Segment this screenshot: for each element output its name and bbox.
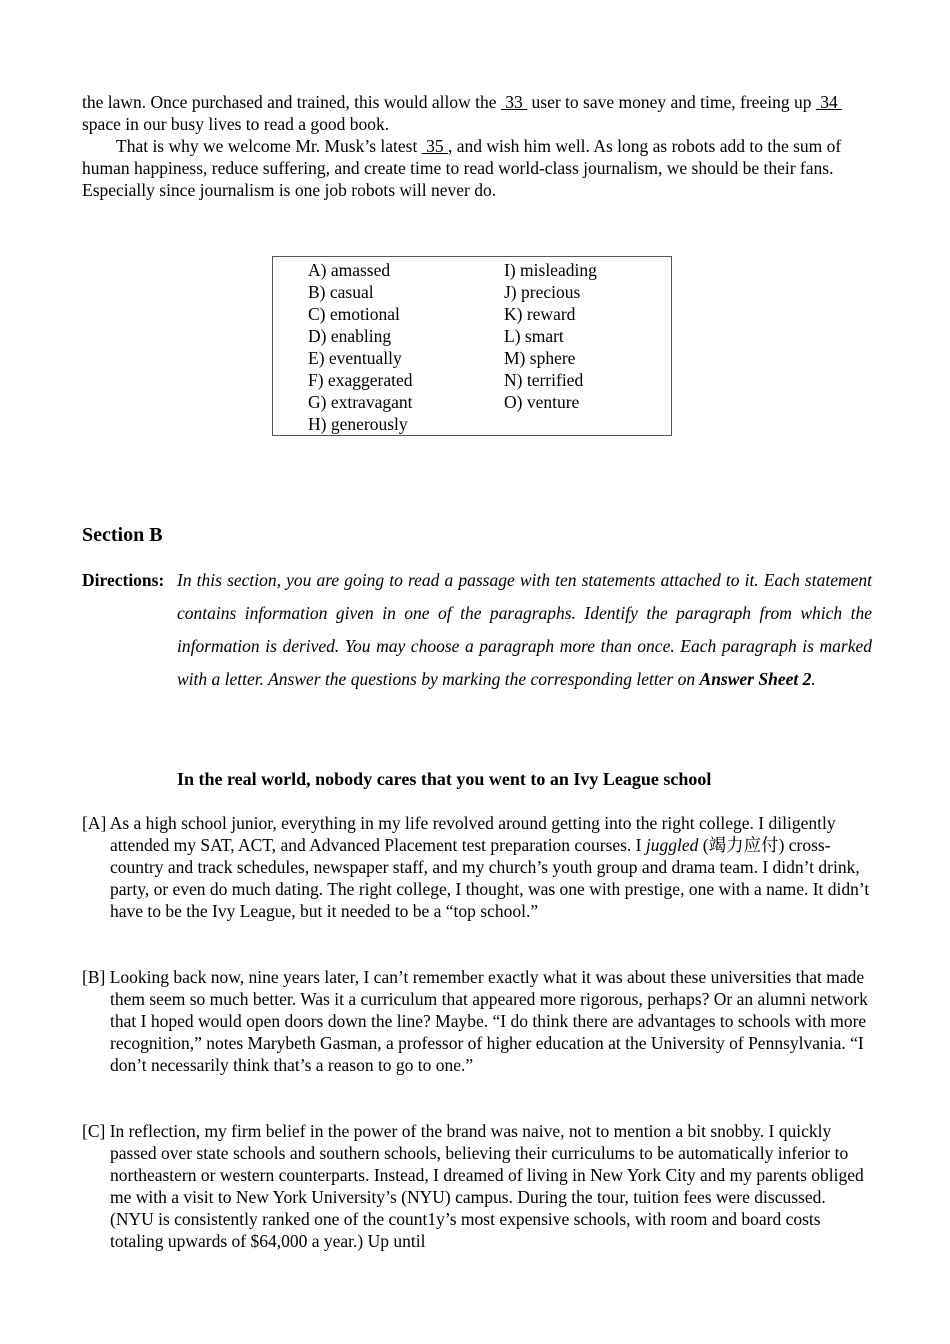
paragraph-c: [C] In reflection, my firm belief in the power of the brand was naive, not to mention a bit snobby. I quickly passed over state schools and southern schools, believing their curriculums to be automatically inferior to northeastern or western counterparts. Instead, I dreamed of living in New York City and my parents obliged me with a visit to New York University’s (NYU) campus. During the tour, tuition fees were discussed. (NYU is consistently ranked one of the count1y’s most expensive schools, with room and board costs totaling upwards of $64,000 a year.) Up until (82, 1121, 864, 1251)
paragraph-a-text: [A] As a high school junior, everything in my life revolved around getting into the right college. I diligently attended my SAT, ACT, and Advanced Placement test preparation courses. I (82, 813, 836, 855)
word-option-e: E) eventually (308, 348, 402, 368)
word-option-h: H) generously (308, 414, 408, 434)
word-option-d: D) enabling (308, 326, 392, 346)
word-option-o: O) venture (504, 392, 580, 412)
passage-text: , and wish him well. As long as robots add to the sum of human happiness, reduce suffering, and create time to read world-class journalism, we should be their fans. Especially since journalism is one job robots will never do. (82, 136, 842, 200)
word-option-m: M) sphere (504, 348, 576, 368)
paragraph-a-italic: juggled (645, 835, 699, 855)
word-option-c: C) emotional (308, 304, 400, 324)
blank-35[interactable]: 35 (421, 136, 448, 156)
word-option-l: L) smart (504, 326, 564, 346)
word-option-a: A) amassed (308, 260, 391, 280)
passage-paragraph-1 (82, 91, 872, 135)
paragraph-b: [B] Looking back now, nine years later, I can’t remember exactly what it was about these universities that made them seem so much better. Was it a curriculum that appeared more rigorous, perhaps? Or an alumni network that I hoped would open doors down the line? Maybe. “I do think there are advantages to schools with more recognition,” notes Marybeth Gasman, a professor of higher education at the University of Pennsylvania. “I don’t necessarily think that’s a reason to go to one.” (82, 967, 868, 1075)
paragraph-a (82, 812, 872, 922)
word-bank (272, 256, 672, 436)
word-option-f: F) exaggerated (308, 370, 413, 390)
passage-paragraph-2 (82, 135, 872, 201)
word-option-g: G) extravagant (308, 392, 413, 412)
directions-end: . (811, 669, 816, 689)
paragraph-a-text-2: (竭力应付) cross-country and track schedules, newspaper staff, and my church’s youth group and drama team. I didn’t drink, party, or even do much dating. The right college, I thought, was one with prestige, one with a name. It didn’t have to be the Ivy League, but it needed to be a “top school.” (110, 835, 870, 921)
word-option-k: K) reward (504, 304, 576, 324)
section-heading: Section B (82, 524, 163, 546)
passage-text: the lawn. Once purchased and trained, this would allow the (82, 92, 501, 112)
word-option-n: N) terrified (504, 370, 584, 390)
passage-title: In the real world, nobody cares that you went to an Ivy League school (177, 769, 712, 789)
directions-label: Directions: (82, 570, 165, 590)
word-bank-left-column (308, 259, 412, 435)
passage-text: That is why we welcome Mr. Musk’s latest (116, 136, 422, 156)
directions-text (177, 564, 872, 696)
answer-sheet-ref: Answer Sheet 2 (699, 669, 812, 689)
word-option-b: B) casual (308, 282, 374, 302)
word-bank-right-column (504, 259, 597, 413)
blank-33[interactable]: 33 (500, 92, 528, 112)
directions-body: In this section, you are going to read a passage with ten statements attached to it. Each statement contains information given in one of the paragraphs. Identify the paragraph from which the information is derived. You may choose a paragraph more than once. Each paragraph is marked with a letter. Answer the questions by marking the corresponding letter on (177, 570, 872, 689)
word-option-j: J) precious (504, 282, 581, 302)
word-option-i: I) misleading (504, 260, 597, 280)
directions-block (82, 564, 872, 696)
passage-text: space in our busy lives to read a good book. (82, 114, 390, 134)
blank-34[interactable]: 34 (815, 92, 843, 112)
passage-text: user to save money and time, freeing up (527, 92, 816, 112)
